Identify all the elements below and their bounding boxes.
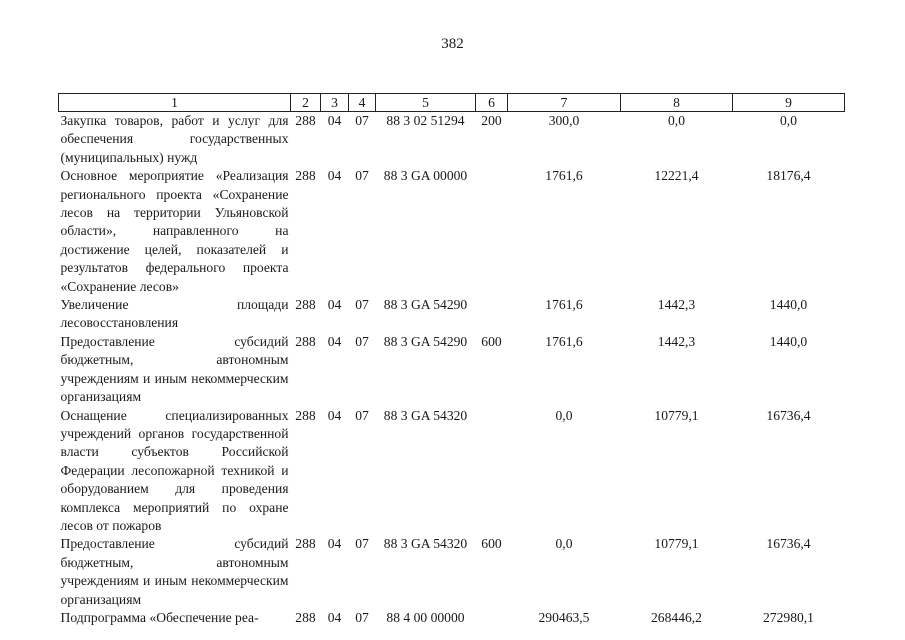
- cell-ministry: 288: [295, 168, 316, 184]
- cell-amount-7: 1761,6: [545, 168, 583, 184]
- cell-amount-7: 1761,6: [545, 333, 583, 349]
- column-header: 3: [321, 94, 349, 112]
- cell-subsection: 07: [355, 113, 369, 128]
- cell-expense-type: [476, 167, 508, 296]
- cell-subsection: 07: [355, 407, 369, 423]
- cell-subsection: 07: [355, 609, 369, 625]
- cell-section: 04: [327, 609, 342, 625]
- cell-subsection: 07: [355, 297, 369, 313]
- cell-amount-9: 1440,0: [769, 297, 808, 313]
- row-name: Основное мероприятие «Реализация регионального проекта «Сохранение лесов на территории Ульяновской области», направленного на достижение целей, показателей и результатов федерального проекта «Сохранение лесов»: [60, 168, 289, 294]
- cell-expense-type: 600: [481, 333, 502, 349]
- page-number: 382: [441, 36, 464, 52]
- cell-amount-9: 16736,4: [766, 536, 811, 552]
- column-header: 5: [376, 94, 476, 112]
- cell-amount-8: 1442,3: [657, 297, 696, 313]
- cell-subsection: 07: [355, 333, 369, 349]
- cell-amount-7: 300,0: [548, 113, 580, 128]
- cell-amount-9: 272980,1: [763, 609, 814, 625]
- cell-section: 04: [327, 168, 342, 184]
- cell-section: 04: [327, 297, 342, 313]
- column-header: 6: [476, 94, 508, 112]
- row-name: Закупка товаров, работ и услуг для обеспечения государственных (муниципальных) нужд: [60, 113, 289, 165]
- column-header: 8: [621, 94, 733, 112]
- cell-expense-type: [476, 609, 508, 627]
- cell-amount-8: 10779,1: [654, 536, 699, 552]
- header-row: [59, 94, 845, 112]
- cell-target-article: 88 3 GA 00000: [383, 168, 468, 184]
- cell-expense-type: [476, 296, 508, 333]
- row-name: Предоставление субсидий бюджетным, автономным учреждениям и иным некоммерческим организациям: [60, 333, 289, 405]
- column-header: 4: [349, 94, 376, 112]
- cell-ministry: 288: [295, 113, 316, 128]
- row-name: Подпрограмма «Обеспечение реа-: [60, 609, 259, 625]
- cell-target-article: 88 4 00 00000: [386, 609, 465, 625]
- cell-ministry: 288: [295, 536, 316, 552]
- cell-ministry: 288: [295, 609, 316, 625]
- cell-target-article: 88 3 02 51294: [386, 113, 465, 128]
- column-header: 2: [291, 94, 321, 112]
- cell-subsection: 07: [355, 536, 369, 552]
- cell-ministry: 288: [295, 333, 316, 349]
- cell-section: 04: [327, 407, 342, 423]
- cell-expense-type: 600: [481, 536, 502, 552]
- column-header: 7: [508, 94, 621, 112]
- table-row: [59, 535, 845, 609]
- row-name: Предоставление субсидий бюджетным, автономным учреждениям и иным некоммерческим организациям: [60, 536, 289, 607]
- cell-amount-7: 290463,5: [538, 609, 590, 625]
- row-name: Увеличение площади лесовосстановления: [60, 297, 289, 331]
- cell-amount-8: 1442,3: [657, 333, 696, 349]
- cell-target-article: 88 3 GA 54290: [383, 333, 468, 349]
- cell-subsection: 07: [355, 168, 369, 184]
- cell-section: 04: [327, 113, 342, 128]
- table-row: [59, 296, 845, 333]
- cell-amount-8: 268446,2: [651, 609, 702, 625]
- column-header: 1: [59, 94, 291, 112]
- cell-amount-7: 1761,6: [545, 297, 583, 313]
- cell-amount-7: 0,0: [555, 407, 573, 423]
- cell-expense-type: [476, 407, 508, 536]
- cell-amount-9: 1440,0: [769, 333, 808, 349]
- cell-section: 04: [327, 333, 342, 349]
- table-row: [59, 167, 845, 296]
- table-row: [59, 407, 845, 536]
- cell-ministry: 288: [295, 407, 316, 423]
- cell-target-article: 88 3 GA 54290: [383, 297, 468, 313]
- cell-amount-8: 0,0: [668, 113, 685, 128]
- cell-expense-type: 200: [481, 113, 502, 128]
- table-row: [59, 609, 845, 627]
- cell-section: 04: [327, 536, 342, 552]
- row-name: Оснащение специализированных учреждений органов государственной власти субъектов Российской Федерации лесопожарной техникой и оборудованием для проведения комплекса мероприятий по охране лесов от пожаров: [60, 407, 289, 533]
- cell-amount-8: 12221,4: [654, 168, 699, 184]
- cell-amount-9: 18176,4: [766, 168, 811, 184]
- cell-amount-8: 10779,1: [654, 407, 699, 423]
- table-row: [59, 333, 845, 407]
- cell-target-article: 88 3 GA 54320: [383, 407, 468, 423]
- cell-amount-7: 0,0: [555, 536, 573, 552]
- column-header: 9: [733, 94, 845, 112]
- cell-amount-9: 0,0: [780, 113, 797, 128]
- budget-table: [58, 93, 845, 627]
- cell-ministry: 288: [295, 297, 316, 313]
- cell-amount-9: 16736,4: [766, 407, 811, 423]
- table-row: [59, 112, 845, 168]
- cell-target-article: 88 3 GA 54320: [383, 536, 468, 552]
